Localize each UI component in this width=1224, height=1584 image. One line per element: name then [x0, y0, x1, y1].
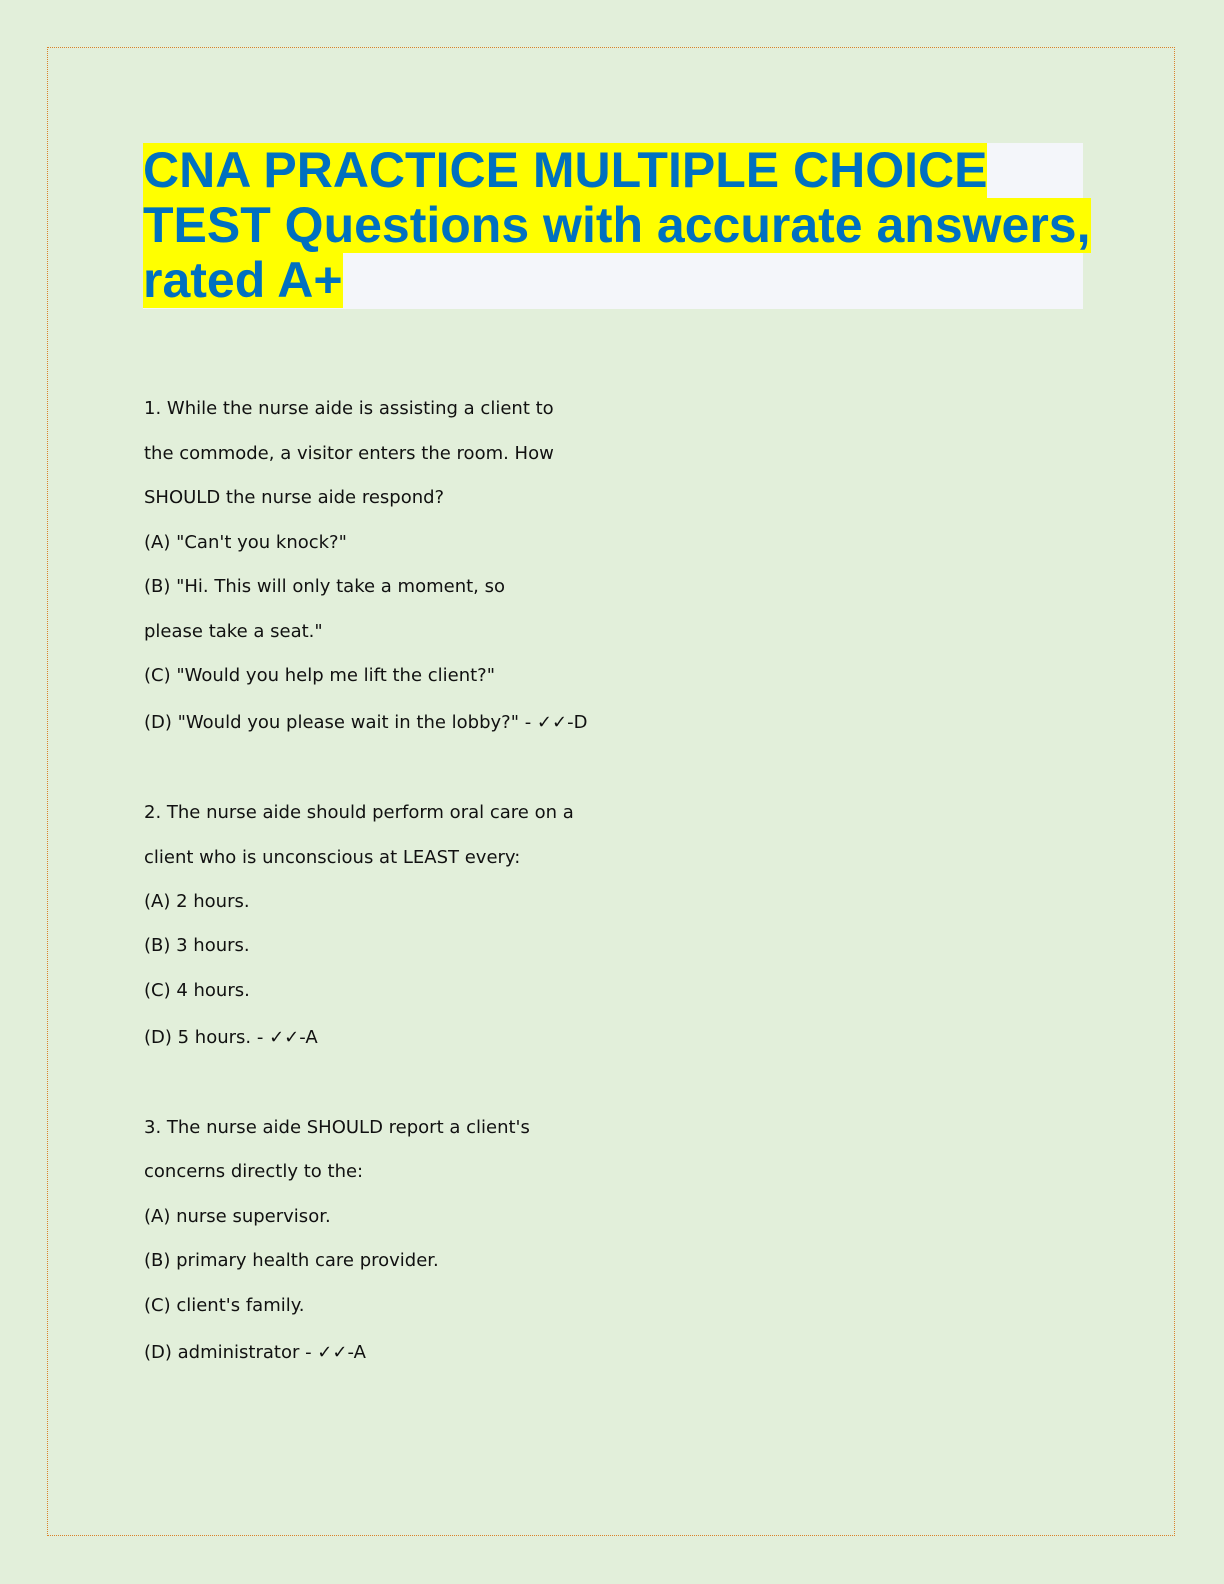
- question-1-option-c: (C) "Would you help me lift the client?": [144, 665, 496, 686]
- question-2-option-c: (C) 4 hours.: [144, 980, 250, 1001]
- question-2-option-a: (A) 2 hours.: [144, 891, 250, 912]
- question-3-option-d-with-answer: (D) administrator - ✓✓-A: [144, 1342, 366, 1363]
- question-2-stem-line-1: 2. The nurse aide should perform oral care on a: [144, 802, 574, 823]
- question-3-stem-line-2: concerns directly to the:: [144, 1161, 364, 1182]
- question-3-stem-line-1: 3. The nurse aide SHOULD report a client's: [144, 1117, 530, 1138]
- document-title: [143, 142, 1091, 309]
- question-3-option-b: (B) primary health care provider.: [144, 1250, 439, 1271]
- question-1-option-a: (A) "Can't you knock?": [144, 532, 347, 553]
- title-line-2: TEST Questions with accurate answers,: [143, 197, 1091, 253]
- question-1-stem-line-3: SHOULD the nurse aide respond?: [144, 487, 445, 508]
- title-line-3: rated A+: [143, 252, 343, 308]
- question-1-stem-line-1: 1. While the nurse aide is assisting a client to: [144, 398, 554, 419]
- question-3-option-c: (C) client's family.: [144, 1295, 305, 1316]
- question-2-option-b: (B) 3 hours.: [144, 935, 250, 956]
- question-1-stem-line-2: the commode, a visitor enters the room. How: [144, 443, 554, 464]
- question-2-option-d-with-answer: (D) 5 hours. - ✓✓-A: [144, 1027, 318, 1048]
- question-3-option-a: (A) nurse supervisor.: [144, 1206, 331, 1227]
- question-1-option-b-line-2: please take a seat.": [144, 621, 323, 642]
- question-2-stem-line-2: client who is unconscious at LEAST every:: [144, 847, 521, 868]
- question-1-option-b-line-1: (B) "Hi. This will only take a moment, so: [144, 576, 505, 597]
- title-line-1: CNA PRACTICE MULTIPLE CHOICE: [143, 142, 988, 198]
- question-1-option-d-with-answer: (D) "Would you please wait in the lobby?" - ✓✓-D: [144, 712, 588, 733]
